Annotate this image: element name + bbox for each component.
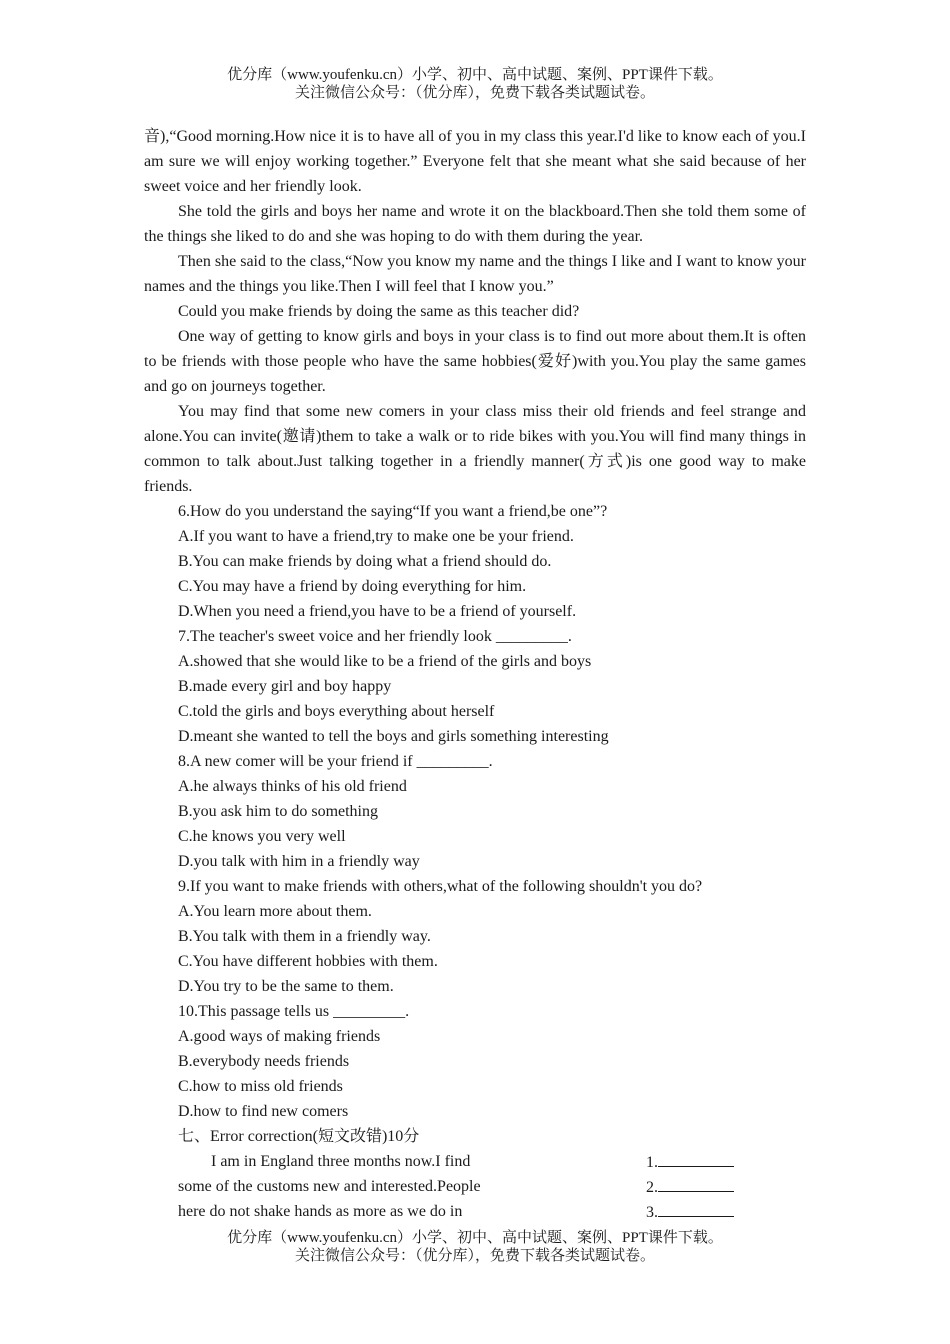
question-stem: 7.The teacher's sweet voice and her friendly look _________. [178, 628, 572, 645]
error-correction-text: I am in England three months now.I find [211, 1153, 471, 1170]
error-correction-row [144, 1199, 806, 1224]
section-title: 七、Error correction(短文改错)10分 [178, 1128, 420, 1145]
error-correction-row [144, 1149, 806, 1174]
passage-paragraph: You may find that some new comers in your class miss their old friends and feel strange and alone.You can invite(邀请)them to take a walk or to ride bikes with you.You will find many things in common to talk about.Just talking together in a friendly manner(方式)is one good way to make friends. [144, 403, 806, 495]
question-6 [144, 499, 806, 624]
question-option: A.If you want to have a friend,try to make one be your friend. [178, 528, 574, 545]
answer-blank[interactable] [658, 1174, 734, 1192]
answer-number: 3. [646, 1204, 658, 1221]
answer-blank[interactable] [658, 1199, 734, 1217]
question-option: B.made every girl and boy happy [178, 678, 392, 695]
passage-paragraph: Then she said to the class,“Now you know my name and the things I like and I want to know your names and the things you like.Then I will feel that I know you.” [144, 253, 806, 295]
answer-slot [646, 1199, 734, 1225]
header-line-1: 优分库（www.youfenku.cn）小学、初中、高中试题、案例、PPT课件下载。 [227, 67, 723, 83]
answer-slot [646, 1149, 734, 1175]
answer-number: 2. [646, 1179, 658, 1196]
question-option: B.You can make friends by doing what a friend should do. [178, 553, 552, 570]
question-stem: 9.If you want to make friends with others,what of the following shouldn't you do? [178, 878, 703, 895]
question-option: A.he always thinks of his old friend [178, 778, 407, 795]
question-option: D.meant she wanted to tell the boys and girls something interesting [178, 728, 609, 745]
question-option: A.showed that she would like to be a friend of the girls and boys [178, 653, 592, 670]
passage-paragraph: 音),“Good morning.How nice it is to have all of you in my class this year.I'd like to know each of you.I am sure we will enjoy working together.” Everyone felt that she meant what she said because of her sweet voice and her friendly look. [144, 128, 806, 195]
answer-number: 1. [646, 1154, 658, 1171]
question-option: C.You have different hobbies with them. [178, 953, 438, 970]
question-stem: 10.This passage tells us _________. [178, 1003, 410, 1020]
question-9 [144, 874, 806, 999]
footer-line-2: 关注微信公众号：（优分库），免费下载各类试题试卷。 [294, 1248, 655, 1264]
error-correction-text: some of the customs new and interested.People [178, 1178, 481, 1195]
question-option: C.how to miss old friends [178, 1078, 343, 1095]
header-line-2: 关注微信公众号：（优分库），免费下载各类试题试卷。 [294, 85, 655, 101]
question-option: A.good ways of making friends [178, 1028, 381, 1045]
question-stem: 6.How do you understand the saying“If you want a friend,be one”? [178, 503, 608, 520]
question-option: D.When you need a friend,you have to be a friend of yourself. [178, 603, 577, 620]
question-option: D.how to find new comers [178, 1103, 349, 1120]
question-option: B.everybody needs friends [178, 1053, 350, 1070]
error-correction-text: here do not shake hands as more as we do in [178, 1203, 463, 1220]
error-correction-row [144, 1174, 806, 1199]
answer-blank[interactable] [658, 1149, 734, 1167]
passage-paragraph: One way of getting to know girls and boys in your class is to find out more about them.It is often to be friends with those people who have the same hobbies(爱好)with you.You play the same games and go on journeys together. [144, 328, 806, 395]
question-option: D.you talk with him in a friendly way [178, 853, 420, 870]
question-option: C.You may have a friend by doing everything for him. [178, 578, 527, 595]
passage-paragraph: She told the girls and boys her name and wrote it on the blackboard.Then she told them some of the things she liked to do and she was hoping to do with them during the year. [144, 203, 806, 245]
question-option: A.You learn more about them. [178, 903, 372, 920]
footer-line-1: 优分库（www.youfenku.cn）小学、初中、高中试题、案例、PPT课件下载。 [227, 1230, 723, 1246]
question-option: B.You talk with them in a friendly way. [178, 928, 431, 945]
document-body [144, 124, 806, 1224]
page-footer [0, 1229, 950, 1265]
question-option: C.told the girls and boys everything about herself [178, 703, 495, 720]
question-7 [144, 624, 806, 749]
question-option: D.You try to be the same to them. [178, 978, 394, 995]
page-header [0, 66, 950, 102]
answer-slot [646, 1174, 734, 1200]
question-10 [144, 999, 806, 1124]
question-option: B.you ask him to do something [178, 803, 378, 820]
question-stem: 8.A new comer will be your friend if _________. [178, 753, 493, 770]
question-option: C.he knows you very well [178, 828, 346, 845]
passage-paragraph: Could you make friends by doing the same as this teacher did? [178, 303, 580, 320]
question-8 [144, 749, 806, 874]
